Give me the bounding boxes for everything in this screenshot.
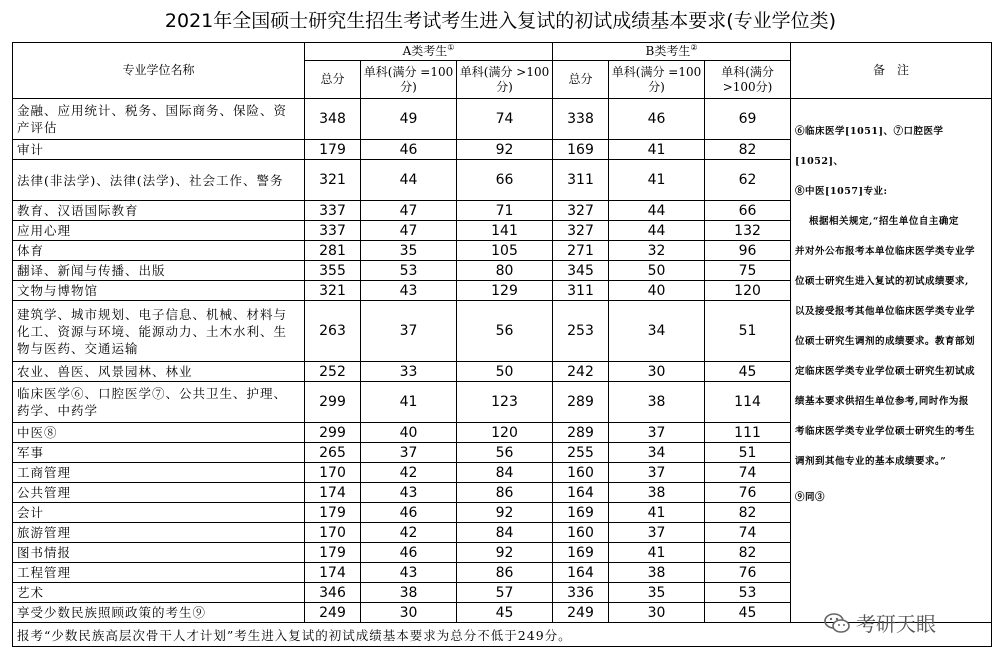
a-single-100-cell: 42 (361, 463, 457, 483)
major-name-cell: 法律(非法学)、法律(法学)、社会工作、警务 (13, 160, 305, 201)
a-single-gt100-cell: 86 (457, 483, 553, 503)
remark-line: 绩基本要求供招生单位参考,同时作为报 (795, 396, 969, 407)
b-total-cell: 169 (553, 140, 609, 160)
b-total-cell: 311 (553, 281, 609, 301)
remark-line: ⑧中医[1057]专业: (795, 186, 888, 197)
remark-line: ⑥临床医学[1051]、⑦口腔医学[1052]、 (795, 126, 944, 167)
b-total-cell: 164 (553, 563, 609, 583)
a-single-100-cell: 43 (361, 563, 457, 583)
b-total-cell: 271 (553, 241, 609, 261)
b-total-cell: 160 (553, 523, 609, 543)
major-name-cell: 会计 (13, 503, 305, 523)
wechat-icon (824, 612, 850, 634)
b-total-cell: 345 (553, 261, 609, 281)
header-b-total: 总分 (553, 61, 609, 99)
header-group-b: B类考生② (553, 43, 791, 61)
major-name-cell: 农业、兽医、风景园林、林业 (13, 362, 305, 382)
a-single-gt100-cell: 57 (457, 583, 553, 603)
b-total-cell: 327 (553, 221, 609, 241)
major-name-cell: 工商管理 (13, 463, 305, 483)
b-single-gt100-cell: 111 (705, 423, 791, 443)
b-single-100-cell: 41 (609, 543, 705, 563)
b-single-100-cell: 46 (609, 99, 705, 140)
b-single-gt100-cell: 120 (705, 281, 791, 301)
major-name-cell: 建筑学、城市规划、电子信息、机械、材料与化工、资源与环境、能源动力、土木水利、生物与医药、交通运输 (13, 301, 305, 362)
a-total-cell: 252 (305, 362, 361, 382)
a-single-gt100-cell: 120 (457, 423, 553, 443)
a-single-100-cell: 46 (361, 543, 457, 563)
a-total-cell: 348 (305, 99, 361, 140)
a-total-cell: 321 (305, 281, 361, 301)
a-single-100-cell: 46 (361, 140, 457, 160)
a-single-100-cell: 37 (361, 301, 457, 362)
a-single-100-cell: 44 (361, 160, 457, 201)
major-name-cell: 旅游管理 (13, 523, 305, 543)
a-single-gt100-cell: 141 (457, 221, 553, 241)
header-b-single-100: 单科(满分 =100分) (609, 61, 705, 99)
remark-line: 位硕士研究生进入复试的初试成绩要求, (795, 276, 969, 287)
major-name-cell: 应用心理 (13, 221, 305, 241)
b-single-gt100-cell: 69 (705, 99, 791, 140)
a-single-100-cell: 37 (361, 443, 457, 463)
header-a-single-100: 单科(满分 =100分) (361, 61, 457, 99)
remark-line: 位硕士研究生调剂的成绩要求。教育部划 (795, 336, 976, 347)
a-single-gt100-cell: 71 (457, 201, 553, 221)
b-single-gt100-cell: 53 (705, 583, 791, 603)
a-single-gt100-cell: 86 (457, 563, 553, 583)
a-total-cell: 174 (305, 483, 361, 503)
a-total-cell: 346 (305, 583, 361, 603)
a-single-gt100-cell: 84 (457, 463, 553, 483)
a-total-cell: 263 (305, 301, 361, 362)
a-total-cell: 249 (305, 603, 361, 623)
major-name-cell: 金融、应用统计、税务、国际商务、保险、资产评估 (13, 99, 305, 140)
major-name-cell: 体育 (13, 241, 305, 261)
b-single-100-cell: 41 (609, 160, 705, 201)
a-single-gt100-cell: 123 (457, 382, 553, 423)
b-total-cell: 242 (553, 362, 609, 382)
major-name-cell: 公共管理 (13, 483, 305, 503)
a-total-cell: 170 (305, 463, 361, 483)
major-name-cell: 教育、汉语国际教育 (13, 201, 305, 221)
a-single-100-cell: 46 (361, 503, 457, 523)
b-single-100-cell: 41 (609, 503, 705, 523)
b-total-cell: 169 (553, 503, 609, 523)
b-single-100-cell: 35 (609, 583, 705, 603)
b-single-gt100-cell: 82 (705, 543, 791, 563)
a-single-gt100-cell: 66 (457, 160, 553, 201)
a-single-gt100-cell: 80 (457, 261, 553, 281)
b-single-100-cell: 44 (609, 201, 705, 221)
header-major-name: 专业学位名称 (13, 43, 305, 99)
page-title: 2021年全国硕士研究生招生考试考生进入复试的初试成绩基本要求(专业学位类) (164, 10, 837, 32)
major-name-cell: 中医⑧ (13, 423, 305, 443)
b-single-gt100-cell: 132 (705, 221, 791, 241)
a-single-gt100-cell: 105 (457, 241, 553, 261)
header-remark: 备 注 (791, 43, 992, 99)
a-single-100-cell: 47 (361, 201, 457, 221)
score-table (12, 42, 992, 647)
a-single-100-cell: 49 (361, 99, 457, 140)
a-single-gt100-cell: 56 (457, 301, 553, 362)
a-total-cell: 337 (305, 201, 361, 221)
b-single-gt100-cell: 51 (705, 443, 791, 463)
major-name-cell: 翻译、新闻与传播、出版 (13, 261, 305, 281)
remark-line: 以及接受报考其他单位临床医学类专业学 (795, 306, 976, 317)
a-single-100-cell: 41 (361, 382, 457, 423)
a-single-100-cell: 30 (361, 603, 457, 623)
a-total-cell: 299 (305, 382, 361, 423)
a-total-cell: 355 (305, 261, 361, 281)
b-single-gt100-cell: 82 (705, 503, 791, 523)
a-total-cell: 179 (305, 503, 361, 523)
b-single-gt100-cell: 45 (705, 362, 791, 382)
a-total-cell: 337 (305, 221, 361, 241)
b-single-100-cell: 40 (609, 281, 705, 301)
remark-line: 考临床医学类专业学位硕士研究生的考生 (795, 426, 976, 437)
b-single-100-cell: 34 (609, 443, 705, 463)
b-total-cell: 164 (553, 483, 609, 503)
a-single-100-cell: 40 (361, 423, 457, 443)
b-total-cell: 249 (553, 603, 609, 623)
a-single-gt100-cell: 92 (457, 543, 553, 563)
a-single-gt100-cell: 92 (457, 140, 553, 160)
b-single-100-cell: 37 (609, 463, 705, 483)
a-single-gt100-cell: 56 (457, 443, 553, 463)
remark-line: 定临床医学类专业学位硕士研究生初试成 (795, 366, 976, 377)
b-single-100-cell: 38 (609, 483, 705, 503)
b-single-gt100-cell: 96 (705, 241, 791, 261)
b-single-100-cell: 38 (609, 563, 705, 583)
b-single-100-cell: 38 (609, 382, 705, 423)
b-single-gt100-cell: 114 (705, 382, 791, 423)
b-single-100-cell: 50 (609, 261, 705, 281)
a-total-cell: 179 (305, 140, 361, 160)
b-total-cell: 327 (553, 201, 609, 221)
a-single-100-cell: 53 (361, 261, 457, 281)
b-single-gt100-cell: 62 (705, 160, 791, 201)
a-single-gt100-cell: 84 (457, 523, 553, 543)
b-total-cell: 160 (553, 463, 609, 483)
watermark (824, 608, 936, 637)
a-total-cell: 321 (305, 160, 361, 201)
a-single-gt100-cell: 45 (457, 603, 553, 623)
a-single-gt100-cell: 129 (457, 281, 553, 301)
b-single-100-cell: 32 (609, 241, 705, 261)
remark-line: 调剂到其他专业的基本成绩要求。” (795, 456, 947, 467)
b-single-gt100-cell: 74 (705, 463, 791, 483)
b-single-gt100-cell: 74 (705, 523, 791, 543)
a-total-cell: 174 (305, 563, 361, 583)
a-total-cell: 265 (305, 443, 361, 463)
b-single-gt100-cell: 75 (705, 261, 791, 281)
major-name-cell: 艺术 (13, 583, 305, 603)
b-single-100-cell: 34 (609, 301, 705, 362)
b-total-cell: 289 (553, 423, 609, 443)
b-single-gt100-cell: 76 (705, 563, 791, 583)
remark-line: ⑨同③ (795, 492, 826, 503)
major-name-cell: 审计 (13, 140, 305, 160)
b-total-cell: 253 (553, 301, 609, 362)
b-total-cell: 338 (553, 99, 609, 140)
table-row (13, 99, 992, 140)
a-single-100-cell: 43 (361, 281, 457, 301)
major-name-cell: 图书情报 (13, 543, 305, 563)
header-a-total: 总分 (305, 61, 361, 99)
a-total-cell: 281 (305, 241, 361, 261)
a-single-100-cell: 47 (361, 221, 457, 241)
a-single-gt100-cell: 92 (457, 503, 553, 523)
b-total-cell: 289 (553, 382, 609, 423)
b-total-cell: 255 (553, 443, 609, 463)
a-single-100-cell: 38 (361, 583, 457, 603)
remark-line: 并对外公布报考本单位临床医学类专业学 (795, 246, 976, 257)
b-total-cell: 169 (553, 543, 609, 563)
a-single-100-cell: 43 (361, 483, 457, 503)
b-single-100-cell: 37 (609, 523, 705, 543)
a-single-100-cell: 35 (361, 241, 457, 261)
b-single-100-cell: 30 (609, 603, 705, 623)
a-single-100-cell: 42 (361, 523, 457, 543)
header-group-a: A类考生① (305, 43, 553, 61)
a-total-cell: 170 (305, 523, 361, 543)
b-single-gt100-cell: 82 (705, 140, 791, 160)
b-total-cell: 336 (553, 583, 609, 603)
a-single-gt100-cell: 74 (457, 99, 553, 140)
b-total-cell: 311 (553, 160, 609, 201)
major-name-cell: 享受少数民族照顾政策的考生⑨ (13, 603, 305, 623)
footer-note: 报考“少数民族高层次骨干人才计划”考生进入复试的初试成绩基本要求为总分不低于249分。 (13, 623, 992, 647)
header-a-single-gt100: 单科(满分 >100分) (457, 61, 553, 99)
watermark-text: 考研天眼 (856, 612, 936, 636)
a-single-gt100-cell: 50 (457, 362, 553, 382)
major-name-cell: 工程管理 (13, 563, 305, 583)
header-b-single-gt100: 单科(满分 >100分) (705, 61, 791, 99)
b-single-gt100-cell: 45 (705, 603, 791, 623)
remark-cell (791, 99, 992, 623)
b-single-100-cell: 30 (609, 362, 705, 382)
b-single-100-cell: 44 (609, 221, 705, 241)
b-single-gt100-cell: 76 (705, 483, 791, 503)
a-single-100-cell: 33 (361, 362, 457, 382)
b-single-gt100-cell: 51 (705, 301, 791, 362)
b-single-gt100-cell: 66 (705, 201, 791, 221)
b-single-100-cell: 41 (609, 140, 705, 160)
a-total-cell: 179 (305, 543, 361, 563)
major-name-cell: 军事 (13, 443, 305, 463)
remark-line: 根据相关规定,“招生单位自主确定 (809, 216, 959, 227)
major-name-cell: 文物与博物馆 (13, 281, 305, 301)
a-total-cell: 299 (305, 423, 361, 443)
major-name-cell: 临床医学⑥、口腔医学⑦、公共卫生、护理、药学、中药学 (13, 382, 305, 423)
b-single-100-cell: 37 (609, 423, 705, 443)
